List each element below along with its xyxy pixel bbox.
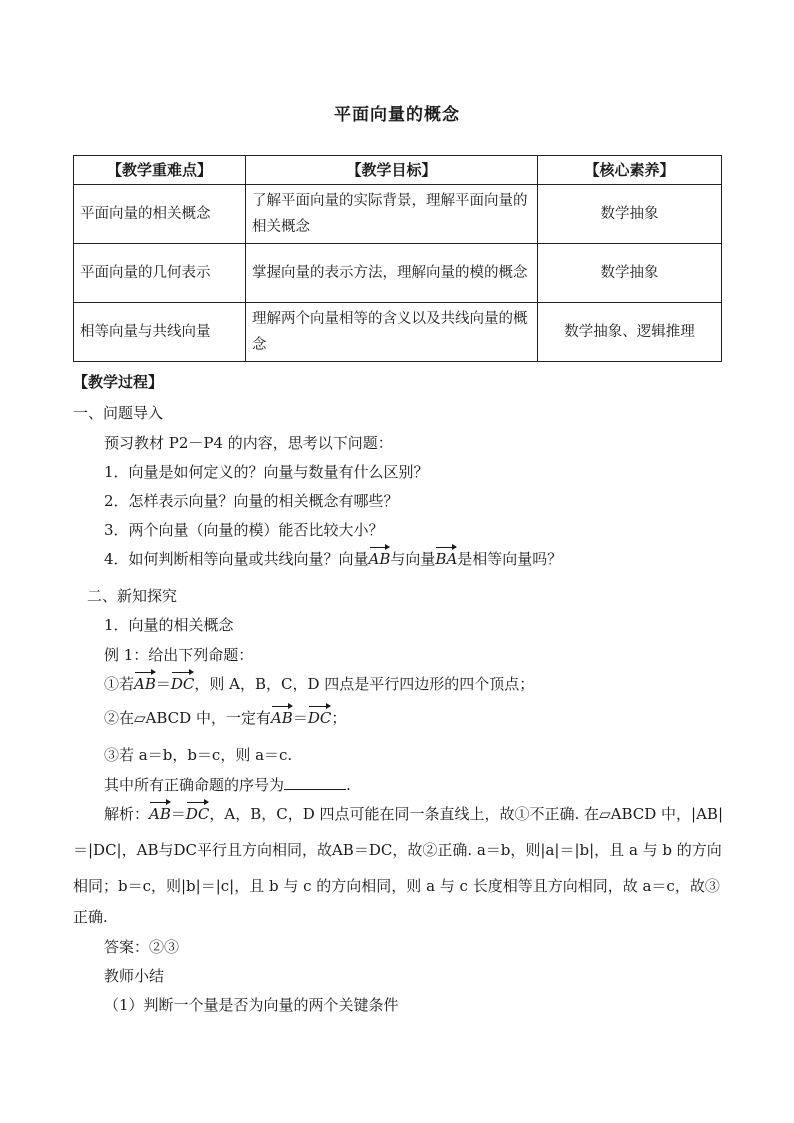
subsection-heading: 1．向量的相关概念 bbox=[104, 616, 234, 634]
vector-dc: DC bbox=[307, 709, 332, 727]
summary-heading: 教师小结 bbox=[104, 967, 165, 985]
vector-ab: AB bbox=[270, 709, 293, 727]
table-header: 【教学目标】 bbox=[246, 156, 538, 185]
summary-item-1: （1）判断一个量是否为向量的两个关键条件 bbox=[104, 996, 399, 1014]
table-row bbox=[74, 185, 722, 244]
intro-text: 预习教材 P2－P4 的内容，思考以下问题： bbox=[104, 434, 393, 452]
vector-ba: BA bbox=[435, 550, 458, 568]
vector-ab: AB bbox=[368, 550, 391, 568]
table-cell: 数学抽象 bbox=[538, 244, 722, 303]
table-header: 【核心素养】 bbox=[538, 156, 722, 185]
example-label: 例 1：给出下列命题： bbox=[104, 646, 254, 664]
table-cell: 平面向量的相关概念 bbox=[74, 185, 246, 244]
vector-ab: AB bbox=[149, 805, 171, 823]
vector-dc: DC bbox=[185, 805, 210, 823]
question-2: 2．怎样表示向量？向量的相关概念有哪些？ bbox=[104, 492, 399, 510]
section-heading: 二、新知探究 bbox=[87, 587, 178, 605]
proposition-1: ①若AB＝DC，则 A，B，C，D 四点是平行四边形的四个顶点； bbox=[104, 675, 535, 693]
analysis-line-1: 解析：AB＝DC，A，B，C，D 四点可能在同一条直线上，故①不正确. 在▱ABCD 中，|AB| bbox=[104, 805, 723, 823]
proposition-3: ③若 a＝b，b＝c，则 a＝c. bbox=[104, 746, 293, 764]
page-title: 平面向量的概念 bbox=[334, 105, 460, 125]
proposition-2: ②在▱ABCD 中，一定有AB＝DC； bbox=[104, 709, 347, 727]
table-cell: 理解两个向量相等的含义以及共线向量的概念 bbox=[246, 303, 538, 362]
table-cell: 数学抽象 bbox=[538, 185, 722, 244]
table-cell: 相等向量与共线向量 bbox=[74, 303, 246, 362]
question-4: 4．如何判断相等向量或共线向量？向量AB与向量BA是相等向量吗？ bbox=[104, 550, 563, 568]
analysis-line-4: 正确. bbox=[73, 908, 108, 926]
process-heading: 【教学过程】 bbox=[73, 373, 164, 391]
question-1: 1．向量是如何定义的？向量与数量有什么区别？ bbox=[104, 463, 429, 481]
section-heading: 一、问题导入 bbox=[73, 404, 164, 422]
table-cell: 掌握向量的表示方法，理解向量的模的概念 bbox=[246, 244, 538, 303]
vector-dc: DC bbox=[170, 675, 195, 693]
question-prompt: 其中所有正确命题的序号为 . bbox=[104, 776, 351, 794]
table-cell: 平面向量的几何表示 bbox=[74, 244, 246, 303]
table-cell: 数学抽象、逻辑推理 bbox=[538, 303, 722, 362]
table-cell: 了解平面向量的实际背景，理解平面向量的相关概念 bbox=[246, 185, 538, 244]
analysis-line-2: ＝|DC|，AB与DC平行且方向相同，故AB＝DC，故②正确. a＝b，则|a|＝|b|，且 a 与 b 的方向 bbox=[73, 841, 722, 859]
answer-blank bbox=[284, 775, 346, 790]
answer-text: 答案：②③ bbox=[104, 938, 180, 956]
vector-ab: AB bbox=[134, 675, 156, 693]
table-row bbox=[74, 244, 722, 303]
table-header-row bbox=[74, 156, 722, 185]
table-row bbox=[74, 303, 722, 362]
table-header: 【教学重难点】 bbox=[74, 156, 246, 185]
analysis-line-3: 相同；b＝c，则|b|＝|c|，且 b 与 c 的方向相同，则 a 与 c 长度相等且方向相同，故 a＝c，故③ bbox=[73, 877, 720, 895]
objectives-table bbox=[73, 155, 722, 362]
question-3: 3．两个向量（向量的模）能否比较大小？ bbox=[104, 521, 384, 539]
